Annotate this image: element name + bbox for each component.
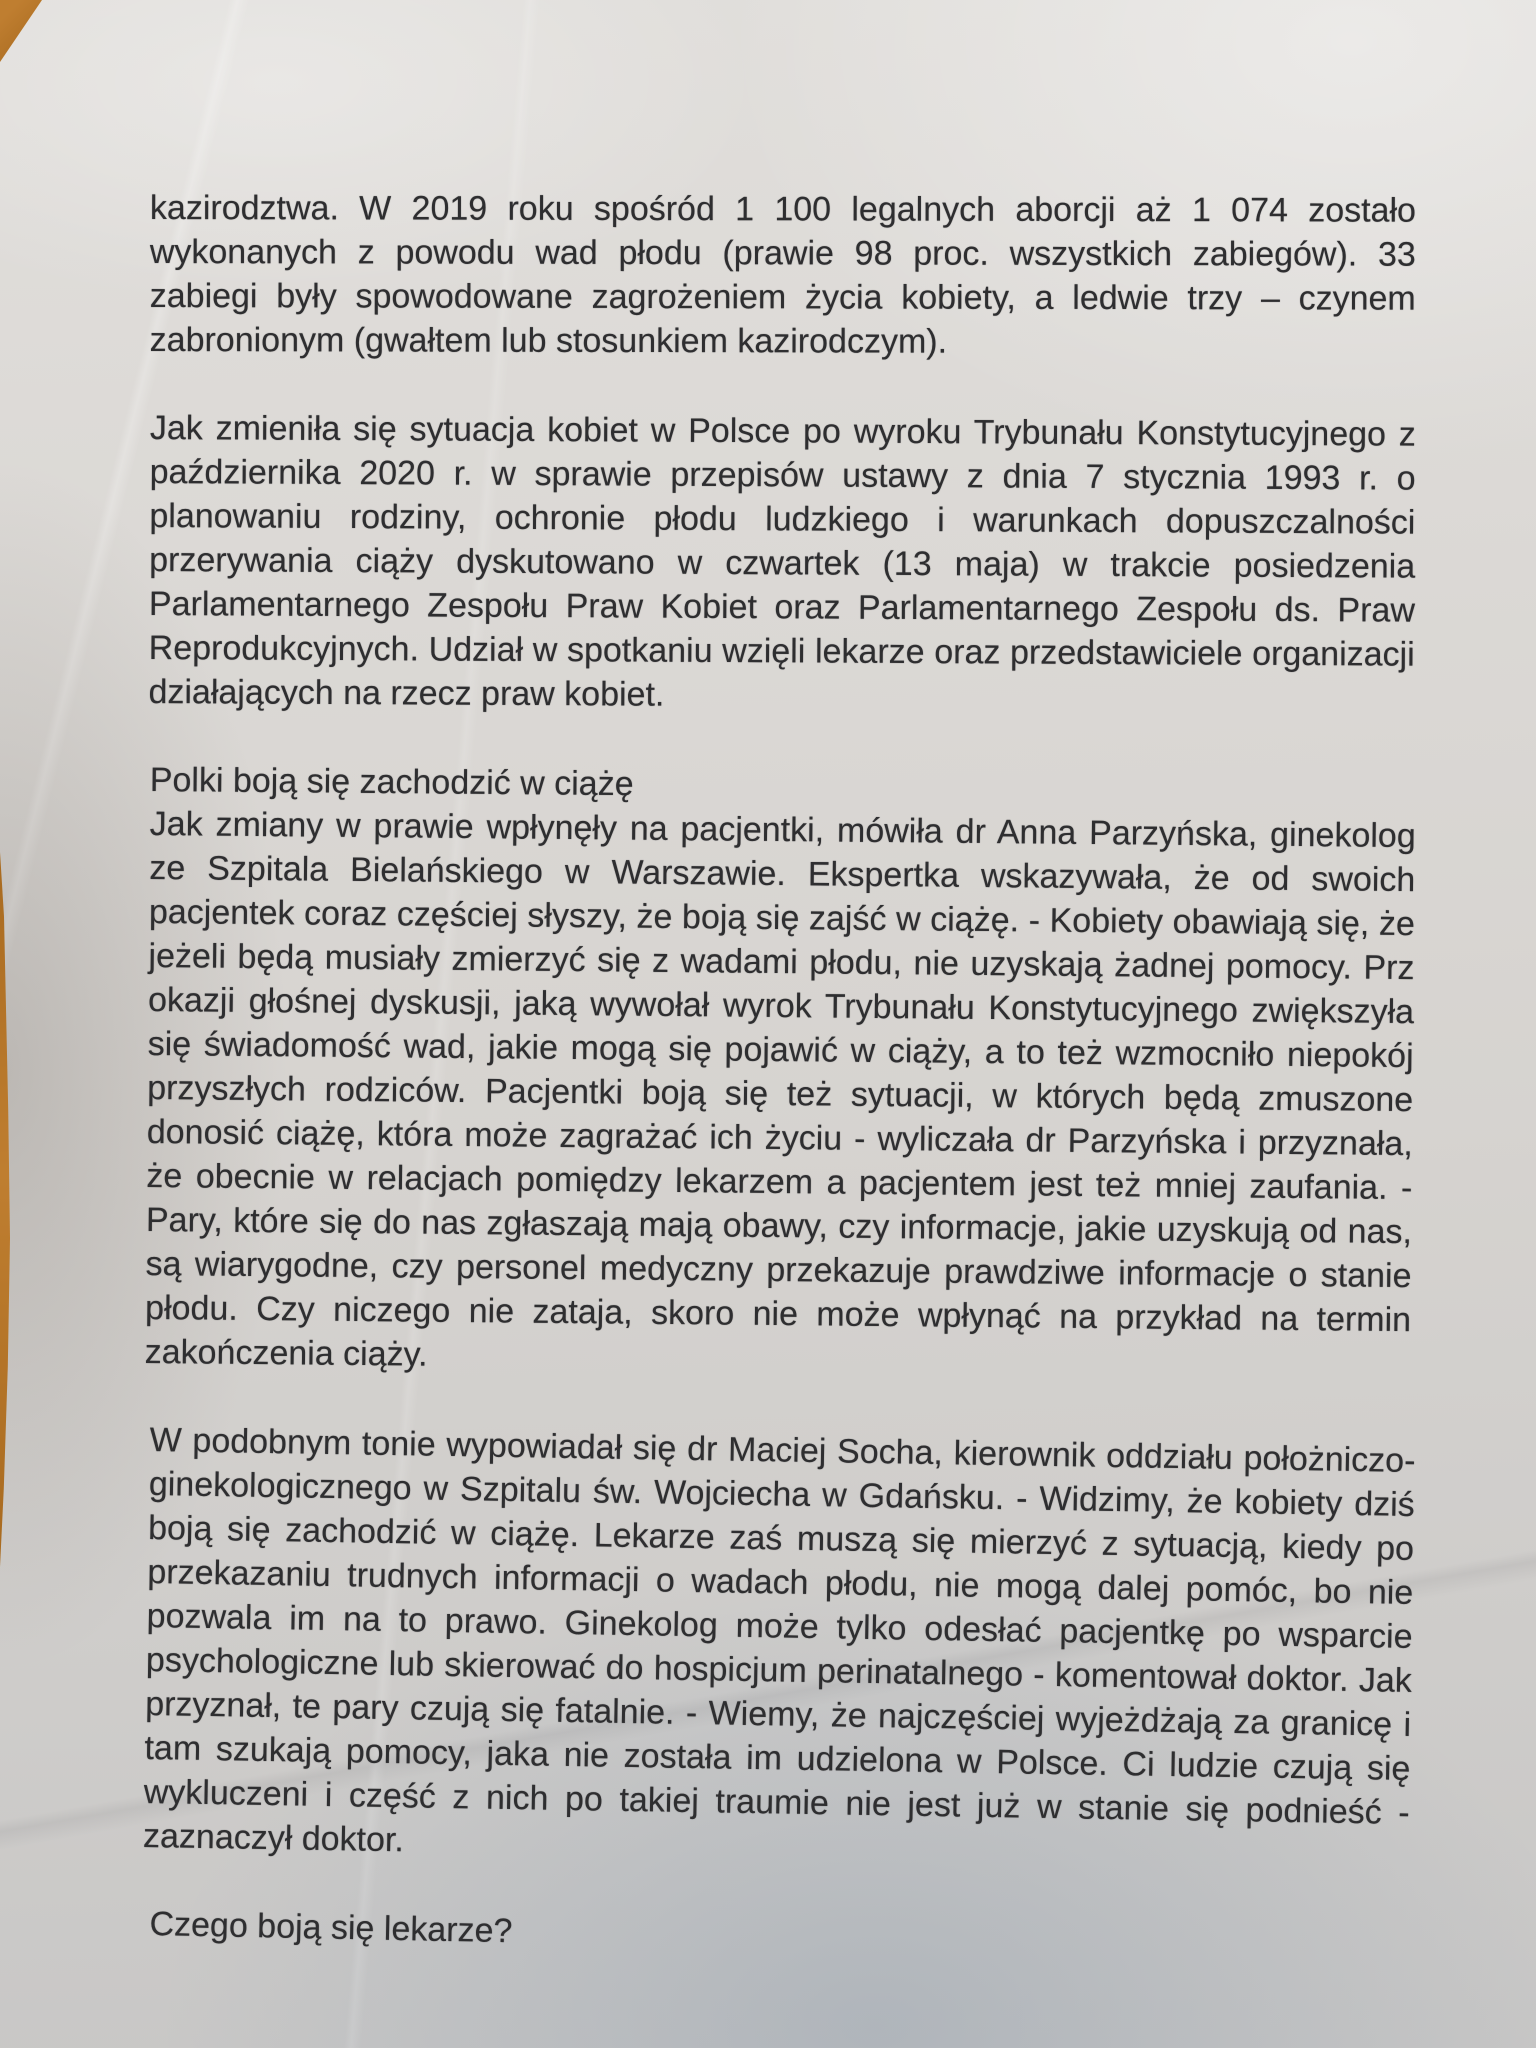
section-heading: Czego boją się lekarze?	[149, 1904, 513, 1951]
paragraph: Jak zmieniła się sytuacja kobiet w Polsce po wyroku Trybunału Konstytucyjnego z października 2020 r. w sprawie przepisów ustawy z dnia 7 stycznia 1993 r. o planowaniu rodziny, ochronie płodu ludzkiego i warunkach dopuszczalności przerywania ciąży dyskutowano w czwartek (13 maja) w trakcie posiedzenia Parlamentarnego Zespołu Praw Kobiet oraz Parlamentarnego Zespołu ds. Praw Reprodukcyjnych. Udział w spotkaniu wzięli lekarze oraz przedstawiciele organizacji działających na rzecz praw kobiet.	[148, 408, 1416, 714]
paragraph: Jak zmiany w prawie wpłynęły na pacjentki, mówiła dr Anna Parzyńska, ginekolog ze Szpitala Bielańskiego w Warszawie. Ekspertka wskazywała, że od swoich pacjentek coraz częściej słyszy, że boją się zajść w ciążę. - Kobiety obawiają się, że jeżeli będą musiały zmierzyć się z wadami płodu, nie uzyskają żadnej pomocy. Prz okazji głośnej dyskusji, jaką wywołał wyrok Trybunału Konstytucyjnego zwiększyła się świadomość wad, jakie mogą się pojawić w ciąży, a to też wzmocniło niepokój przyszłych rodziców. Pacjentki boją się też sytuacji, w których będą zmuszone donosić ciążę, która może zagrażać ich życiu - wyliczała dr Parzyńska i przyznała, że obecnie w relacjach pomiędzy lekarzem a pacjentem jest też mniej zaufania. - Pary, które się do nas zgłaszają mają obawy, czy informacje, jakie uzyskują od nas, są wiarygodne, czy personel medyczny przekazuje prawdziwe informacje o stanie płodu. Czy niczego nie zataja, skoro nie może wpłynąć na przykład na termin zakończenia ciąży.	[144, 804, 1416, 1374]
document-text	[142, 186, 1416, 1951]
paragraph: W podobnym tonie wypowiadał się dr Maciej Socha, kierownik oddziału położniczo-ginekologicznego w Szpitalu św. Wojciecha w Gdańsku. - Widzimy, że kobiety dziś boją się zachodzić w ciążę. Lekarze zaś muszą się mierzyć z sytuacją, kiedy po przekazaniu trudnych informacji o wadach płodu, nie mogą dalej pomóc, bo nie pozwala im na to prawo. Ginekolog może tylko odesłać pacjentkę po wsparcie psychologiczne lub skierować do hospicjum perinatalnego - komentował doktor. Jak przyznał, te pary czują się fatalnie. - Wiemy, że najczęściej wyjeżdżają za granicę i tam szukają pomocy, jaka nie została im udzielona w Polsce. Ci ludzie czują się wykluczeni i część z nich po takiej traumie nie jest już w stanie się podnieść - zaznaczył doktor.	[142, 1420, 1416, 1860]
paragraph: kazirodztwa. W 2019 roku spośród 1 100 legalnych aborcji aż 1 074 zostało wykonanych z powodu wad płodu (prawie 98 proc. wszystkich zabiegów). 33 zabiegi były spowodowane zagrożeniem życia kobiety, a ledwie trzy – czynem zabronionym (gwałtem lub stosunkiem kazirodczym).	[149, 189, 1416, 361]
section-heading: Polki boją się zachodzić w ciążę	[149, 760, 634, 804]
